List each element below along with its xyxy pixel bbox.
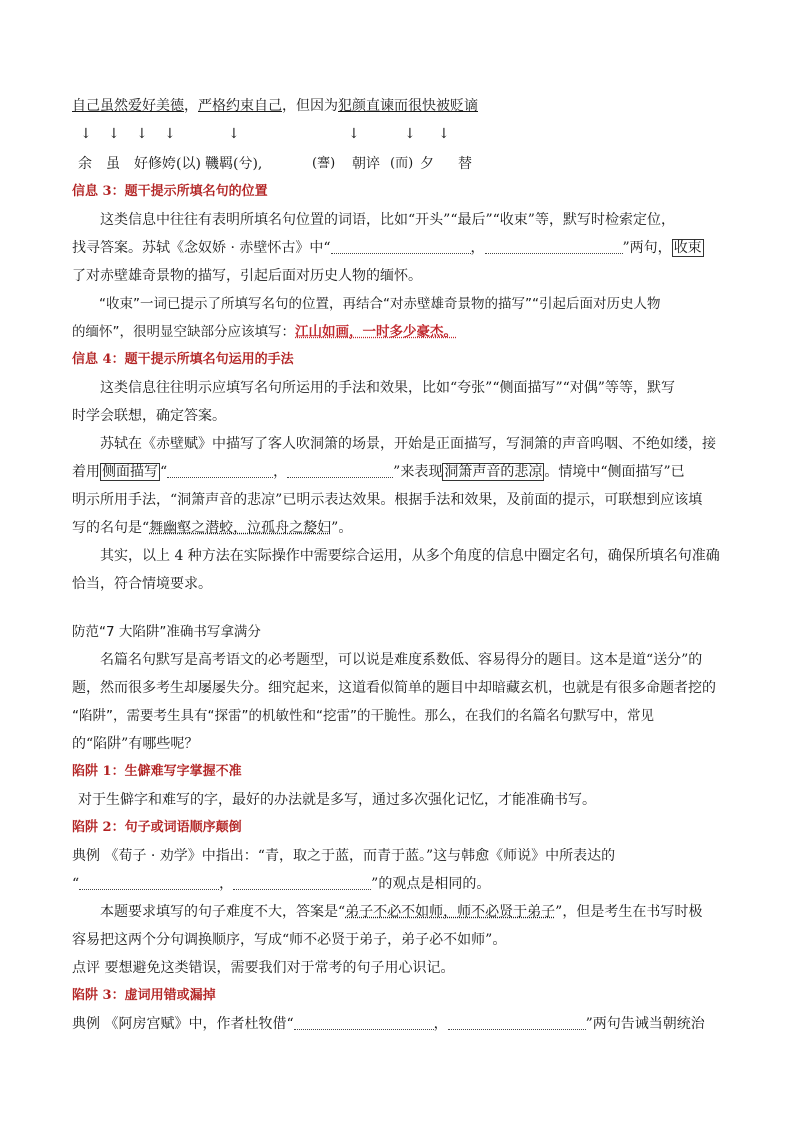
gloss-word: 余	[78, 156, 92, 172]
fill-blank[interactable]	[485, 237, 623, 254]
paragraph-line: “陷阱”，需要考生具有“探雷”的机敏性和“挖雷”的干脆性。那么，在我们的名篇名句默写中，常见	[72, 708, 654, 724]
fill-blank[interactable]	[287, 461, 393, 478]
paragraph-line: 这类信息往往明示应填写名句所运用的手法和效果，比如“夸张”“侧面描写”“对偶”等等，默写	[100, 380, 675, 396]
gloss-word: 夕	[420, 156, 434, 172]
answer-text: 江山如画，一时多少豪杰。	[295, 324, 457, 340]
example-part: 自己虽然爱好美德	[72, 98, 184, 114]
text-segment: 写的名句是“	[72, 520, 150, 536]
paragraph-line	[72, 1010, 736, 1038]
boxed-keyword: 侧面描写	[102, 464, 158, 480]
paragraph-line	[72, 234, 736, 262]
paragraph-line: 恰当，符合情境要求。	[72, 576, 212, 592]
text-segment: “	[160, 464, 168, 480]
info4-heading: 信息 4：题干提示所填名句运用的手法	[72, 352, 294, 367]
text-segment: 的缅怀”，很明显空缺部分应该填写：	[72, 324, 295, 340]
text-segment: 找寻答案。苏轼《念奴娇 · 赤壁怀古》中“	[72, 240, 331, 256]
example-sentence	[72, 92, 736, 120]
text-segment: ”，但是考生在书写时极	[555, 904, 703, 920]
trap3-heading: 陷阱 3：虚词用错或漏掉	[72, 988, 216, 1003]
answer-text: 舞幽壑之潜蛟，泣孤舟之嫠妇	[149, 520, 332, 536]
down-arrow-icon: ↓	[438, 126, 450, 142]
text-segment: ”两句，	[622, 240, 672, 256]
answer-text: 弟子不必不如师，师不必贤于弟子	[345, 904, 556, 920]
down-arrow-icon: ↓	[348, 126, 360, 142]
down-arrow-icon: ↓	[108, 126, 120, 142]
example-part: 而	[394, 98, 408, 114]
gloss-word: 替	[458, 156, 472, 172]
text-segment: ，	[433, 1016, 448, 1032]
paragraph-line	[72, 898, 736, 926]
boxed-keyword: 洞箫声音的悲凉	[444, 464, 543, 480]
trap1-heading: 陷阱 1：生僻难写字掌握不准	[72, 764, 242, 779]
paragraph-line	[72, 458, 736, 486]
text-segment: 典例 《阿房宫赋》中，作者杜牧借“	[72, 1016, 294, 1032]
down-arrow-icon: ↓	[164, 126, 176, 142]
example-part: ，但因为	[282, 98, 338, 114]
text-segment: ”来表现	[393, 464, 443, 480]
paragraph-line: 明示所用手法，“洞箫声音的悲凉”已明示表达效果。根据手法和效果，及前面的提示，可联想到应该填	[72, 492, 703, 508]
gloss-word: (而)	[390, 156, 414, 171]
document-page	[72, 92, 736, 1038]
paragraph-line: 时学会联想，确定答案。	[72, 408, 226, 424]
paragraph-line: 名篇名句默写是高考语文的必考题型，可以说是难度系数低、容易得分的题目。这本是道“送分”的	[100, 652, 703, 668]
paragraph-line: 对于生僻字和难写的字，最好的办法就是多写，通过多次强化记忆，才能准确书写。	[78, 792, 596, 808]
text-segment: ，	[273, 464, 288, 480]
gloss-word: 好修姱(以)	[134, 156, 201, 172]
paragraph-line: 苏轼在《赤壁赋》中描写了客人吹洞箫的场景，开始是正面描写，写洞箫的声音呜咽、不绝如缕，接	[100, 436, 716, 452]
fill-blank[interactable]	[233, 873, 371, 890]
gloss-word: (謇)	[312, 156, 336, 171]
fill-blank[interactable]	[294, 1013, 434, 1030]
comment-line: 点评 要想避免这类错误，需要我们对于常考的句子用心识记。	[72, 960, 455, 976]
paragraph-line: 这类信息中往往有表明所填名句位置的词语，比如“开头”“最后”“收束”等，默写时检索定位，	[100, 212, 675, 228]
trap2-heading: 陷阱 2：句子或词语顺序颠倒	[72, 820, 242, 835]
paragraph-line: “收束”一词已提示了所填写名句的位置，再结合“对赤壁雄奇景物的描写”“引起后面对历史人物	[99, 296, 661, 312]
text-segment: ”两句告诫当朝统治	[585, 1016, 705, 1032]
paragraph-line: 容易把这两个分句调换顺序，写成“师不必贤于弟子，弟子必不如师”。	[72, 932, 507, 948]
fill-blank[interactable]	[331, 237, 471, 254]
paragraph-line: 了对赤壁雄奇景物的描写，引起后面对历史人物的缅怀。	[72, 268, 422, 284]
example-part: ，	[184, 98, 198, 114]
info3-heading: 信息 3：题干提示所填名句的位置	[72, 184, 268, 199]
paragraph-line: 的“陷阱”有哪些呢？	[72, 736, 199, 752]
paragraph-line: 题，然而很多考生却屡屡失分。细究起来，这道看似简单的题目中却暗藏玄机，也就是有很多命题者挖的	[72, 680, 716, 696]
paragraph-line: 其实，以上 4 种方法在实际操作中需要综合运用，从多个角度的信息中圈定名句，确保所填名句准确	[100, 548, 720, 564]
gloss-word: 朝谇	[352, 156, 380, 172]
example-part: 严格约束自己	[198, 98, 282, 114]
fill-blank[interactable]	[79, 873, 219, 890]
paragraph-line	[72, 318, 736, 346]
gloss-word: 虽	[106, 156, 120, 172]
text-segment: ，	[470, 240, 485, 256]
text-segment: 本题要求填写的句子难度不大，答案是“	[100, 904, 346, 920]
gloss-row	[72, 148, 736, 178]
example-part: 很快被贬谪	[408, 98, 478, 114]
down-arrow-icon: ↓	[136, 126, 148, 142]
text-segment: 着用	[72, 464, 100, 480]
down-arrow-icon: ↓	[228, 126, 240, 142]
gloss-word: 鞿羁(兮),	[205, 156, 263, 172]
text-segment: “	[72, 876, 80, 892]
fill-blank[interactable]	[167, 461, 273, 478]
text-segment: ”。	[331, 520, 353, 536]
section-title: 防范“7 大陷阱”准确书写拿满分	[72, 624, 261, 640]
text-segment: ”的观点是相同的。	[371, 876, 491, 892]
text-segment: 。情境中“侧面描写”已	[544, 464, 685, 480]
boxed-keyword: 收束	[673, 240, 702, 256]
arrow-row	[72, 120, 736, 148]
paragraph-line	[72, 870, 736, 898]
down-arrow-icon: ↓	[80, 126, 92, 142]
example-part: 犯颜直谏	[338, 98, 394, 114]
paragraph-line: 典例 《荀子 · 劝学》中指出：“青，取之于蓝，而青于蓝。”这与韩愈《师说》中所表达的	[72, 848, 616, 864]
text-segment: ，	[219, 876, 234, 892]
paragraph-line	[72, 514, 736, 542]
down-arrow-icon: ↓	[404, 126, 416, 142]
fill-blank[interactable]	[448, 1013, 586, 1030]
